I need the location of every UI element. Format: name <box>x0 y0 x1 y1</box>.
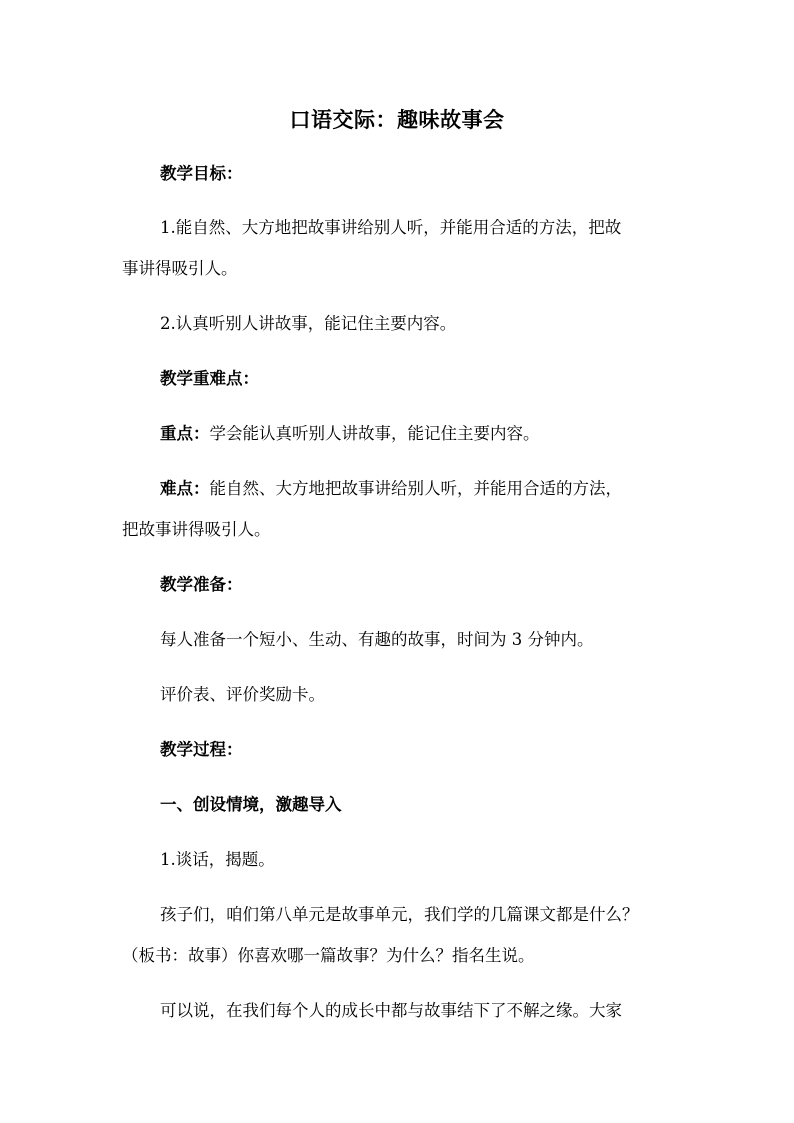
key-difficult-heading: 教学重难点： <box>160 369 259 388</box>
preparation-heading: 教学准备： <box>160 575 243 594</box>
difficult-point-text: 能自然、大方地把故事讲给别人听，并能用合适的方法， <box>209 479 622 498</box>
difficult-point-paragraph <box>160 476 720 502</box>
difficult-point-line-2: 把故事讲得吸引人。 <box>122 520 271 539</box>
preparation-item-1: 每人准备一个短小、生动、有趣的故事，时间为 3 分钟内。 <box>160 630 594 649</box>
section-1-heading: 一、创设情境，激趣导入 <box>160 795 342 814</box>
difficult-point-label: 难点： <box>160 479 210 498</box>
objective-2: 2.认真听别人讲故事，能记住主要内容。 <box>160 314 457 333</box>
preparation-item-2: 评价表、评价奖励卡。 <box>160 685 325 704</box>
page-title: 口语交际：趣味故事会 <box>289 107 505 132</box>
paragraph-2-line-1: 可以说，在我们每个人的成长中都与故事结下了不解之缘。大家 <box>160 1001 622 1020</box>
objectives-heading: 教学目标： <box>160 164 243 183</box>
process-heading: 教学过程： <box>160 740 243 759</box>
objective-1-line-2: 事讲得吸引人。 <box>122 259 238 278</box>
key-point-paragraph <box>160 421 720 447</box>
paragraph-1-line-1: 孩子们，咱们第八单元是故事单元，我们学的几篇课文都是什么？ <box>160 905 639 924</box>
objective-1-line-1: 1.能自然、大方地把故事讲给别人听，并能用合适的方法，把故 <box>160 218 622 237</box>
key-point-label: 重点： <box>160 424 210 443</box>
step-1: 1.谈话，揭题。 <box>160 850 275 869</box>
paragraph-1-line-2: （板书：故事）你喜欢哪一篇故事？为什么？指名生说。 <box>122 946 535 965</box>
key-point-text: 学会能认真听别人讲故事，能记住主要内容。 <box>209 424 540 443</box>
